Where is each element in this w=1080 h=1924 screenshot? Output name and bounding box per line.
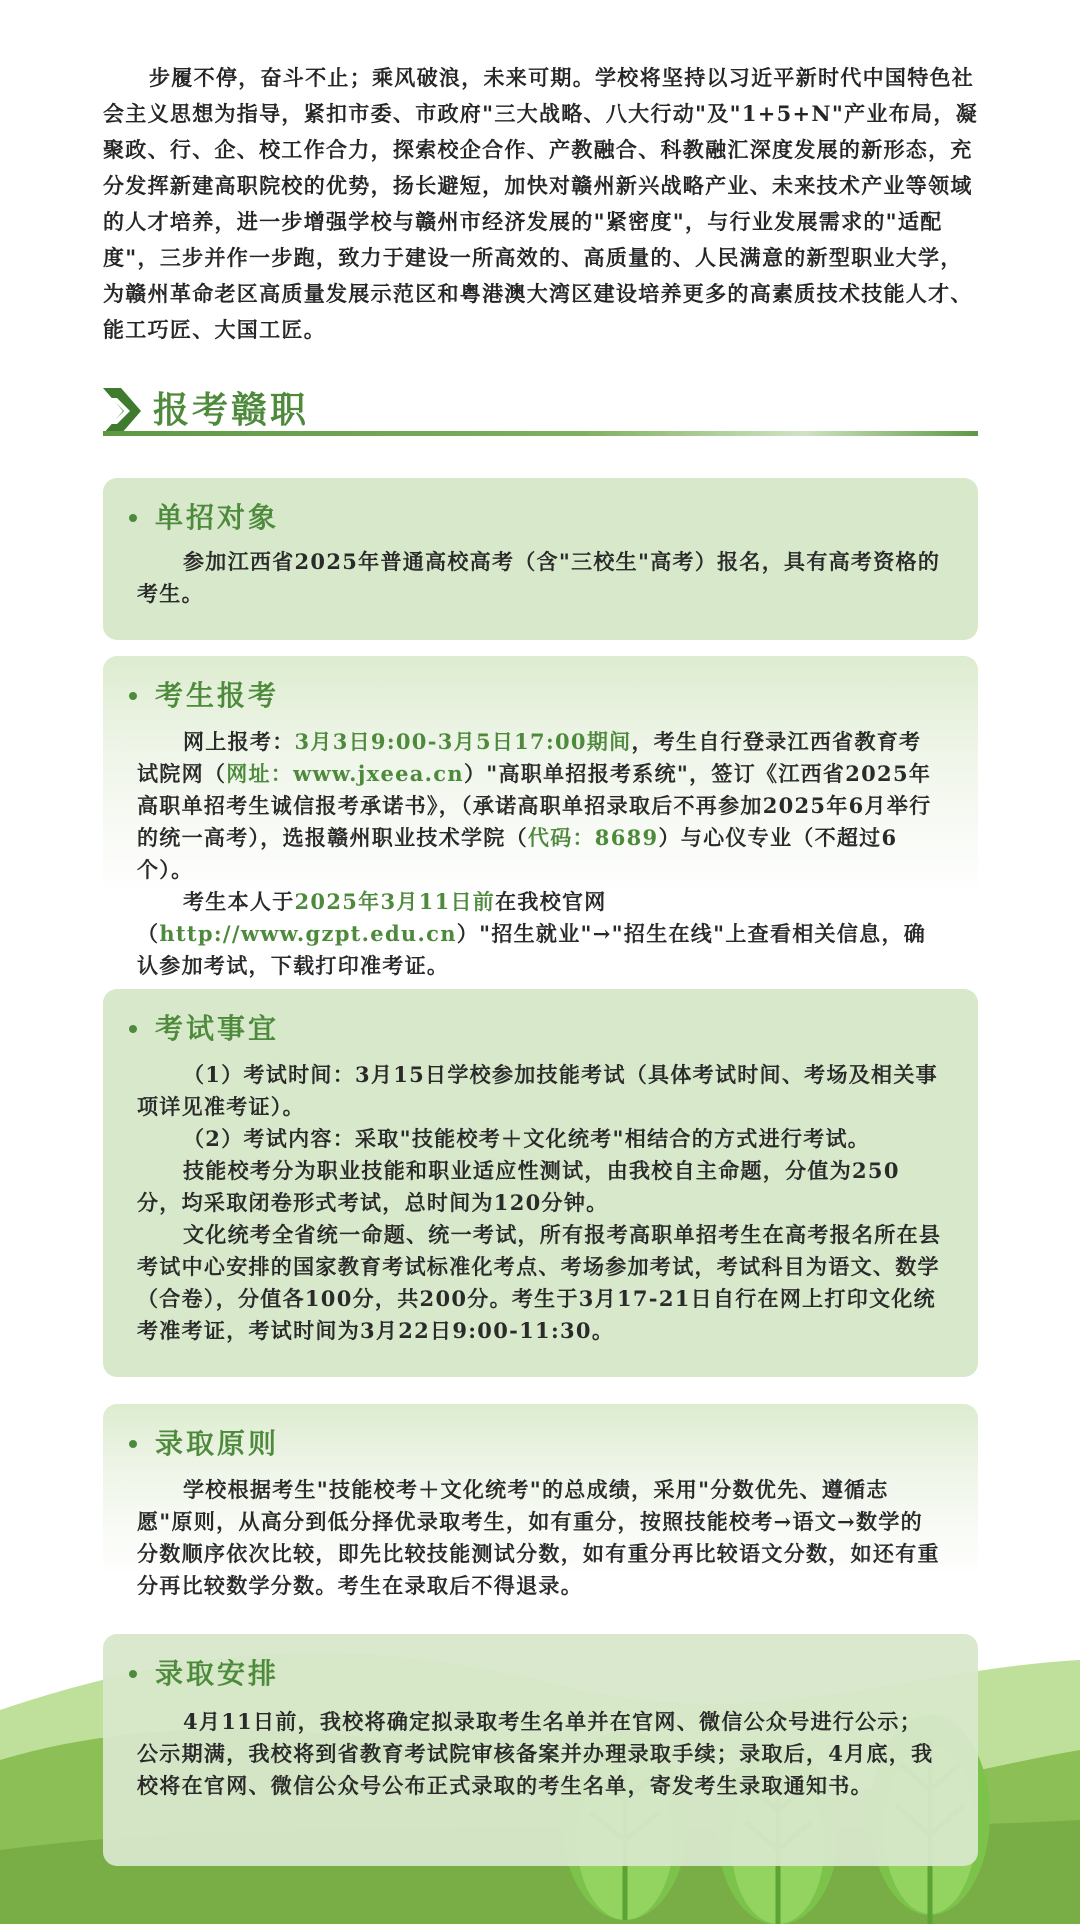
card-arrange [103,1634,978,1866]
section-header [103,382,978,442]
exam-paragraph-4: 文化统考全省统一命题、统一考试，所有报考高职单招考生在高考报名所在县考试中心安排的国家教育考试标准化考点、考场参加考试，考试科目为语文、数学（合卷），分值各100分，共200分。考生于3月17-21日自行在网上打印文化统考准考证，考试时间为3月22日9:00-11:30。 [137,1222,942,1343]
section-divider [103,431,978,436]
card-title-arrange [129,1652,942,1696]
school-code: 代码：8689 [527,825,659,850]
exam-paragraph-1: （1）考试时间：3月15日学校参加技能考试（具体考试时间、考场及相关事项详见准考证）。 [137,1062,938,1119]
card-title-text: 考生报考 [155,679,280,712]
bullet-icon [129,1440,137,1448]
bullet-icon [129,1025,137,1033]
card-title-principle [129,1422,942,1466]
chevron-right-icon [103,388,143,434]
intro-paragraph: 步履不停，奋斗不止；乘风破浪，未来可期。学校将坚持以习近平新时代中国特色社会主义思想为指导，紧扣市委、市政府"三大战略、八大行动"及"1+5+N"产业布局，凝聚政、行、企、校工作合力，探索校企合作、产教融合、科教融汇深度发展的新形态，充分发挥新建高职院校的优势，扬长避短，加快对赣州新兴战略产业、未来技术产业等领域的人才培养，进一步增强学校与赣州市经济发展的"紧密度"，与行业发展需求的"适配度"，三步并作一步跑，致力于建设一所高效的、高质量的、人民满意的新型职业大学，为赣州革命老区高质量发展示范区和粤港澳大湾区建设培养更多的高素质技术技能人才、能工巧匠、大国工匠。 [103,65,978,342]
card-title-target [129,496,942,540]
card-title-apply [129,674,942,718]
exam-site-url[interactable]: 网址：www.jxeea.cn [226,761,464,786]
bullet-icon [129,1670,137,1678]
bullet-icon [129,692,137,700]
apply-paragraph-1: 网上报考：3月3日9:00-3月5日17:00期间，考生自行登录江西省教育考试院网（网址：www.jxeea.cn）"高职单招报考系统"，签订《江西省2025年高职单招考生诚信报考承诺书》，（承诺高职单招录取后不再参加2025年6月举行的统一高考），选报赣州职业技术学院（代码：8689）与心仪专业（不超过6个）。 [137,729,932,882]
card-target [103,478,978,640]
exam-paragraph-3: 技能校考分为职业技能和职业适应性测试，由我校自主命题，分值为250分，均采取闭卷形式考试，总时间为120分钟。 [137,1158,900,1215]
exam-paragraph-2: （2）考试内容：采取"技能校考＋文化统考"相结合的方式进行考试。 [183,1126,871,1151]
card-title-text: 录取安排 [155,1657,280,1690]
card-title-exam [129,1007,942,1051]
deadline-date: 2025年3月11日前 [294,889,496,914]
card-title-text: 考试事宜 [155,1012,280,1045]
card-title-text: 单招对象 [155,501,280,534]
section-title: 报考赣职 [153,389,310,431]
card-apply [103,656,978,978]
card-title-text: 录取原则 [155,1427,280,1460]
card-principle [103,1404,978,1619]
apply-period: 3月3日9:00-3月5日17:00期间 [294,729,632,754]
school-site-url[interactable]: http://www.gzpt.edu.cn [159,921,457,946]
principle-paragraph: 学校根据考生"技能校考＋文化统考"的总成绩，采用"分数优先、遵循志愿"原则，从高分到低分择优录取考生，如有重分，按照技能校考→语文→数学的分数顺序依次比较，即先比较技能测试分数，如有重分再比较语文分数，如还有重分再比较数学分数。考生在录取后不得退录。 [137,1477,940,1598]
card-exam [103,989,978,1377]
bullet-icon [129,514,137,522]
arrange-paragraph: 4月11日前，我校将确定拟录取考生名单并在官网、微信公众号进行公示；公示期满，我校将到省教育考试院审核备案并办理录取手续；录取后，4月底，我校将在官网、微信公众号公布正式录取的考生名单，寄发考生录取通知书。 [137,1709,934,1798]
apply-paragraph-2: 考生本人于2025年3月11日前在我校官网（http://www.gzpt.edu.cn）"招生就业"→"招生在线"上查看相关信息，确认参加考试，下载打印准考证。 [137,889,927,978]
card-text: 参加江西省2025年普通高校高考（含"三校生"高考）报名，具有高考资格的考生。 [137,549,941,606]
